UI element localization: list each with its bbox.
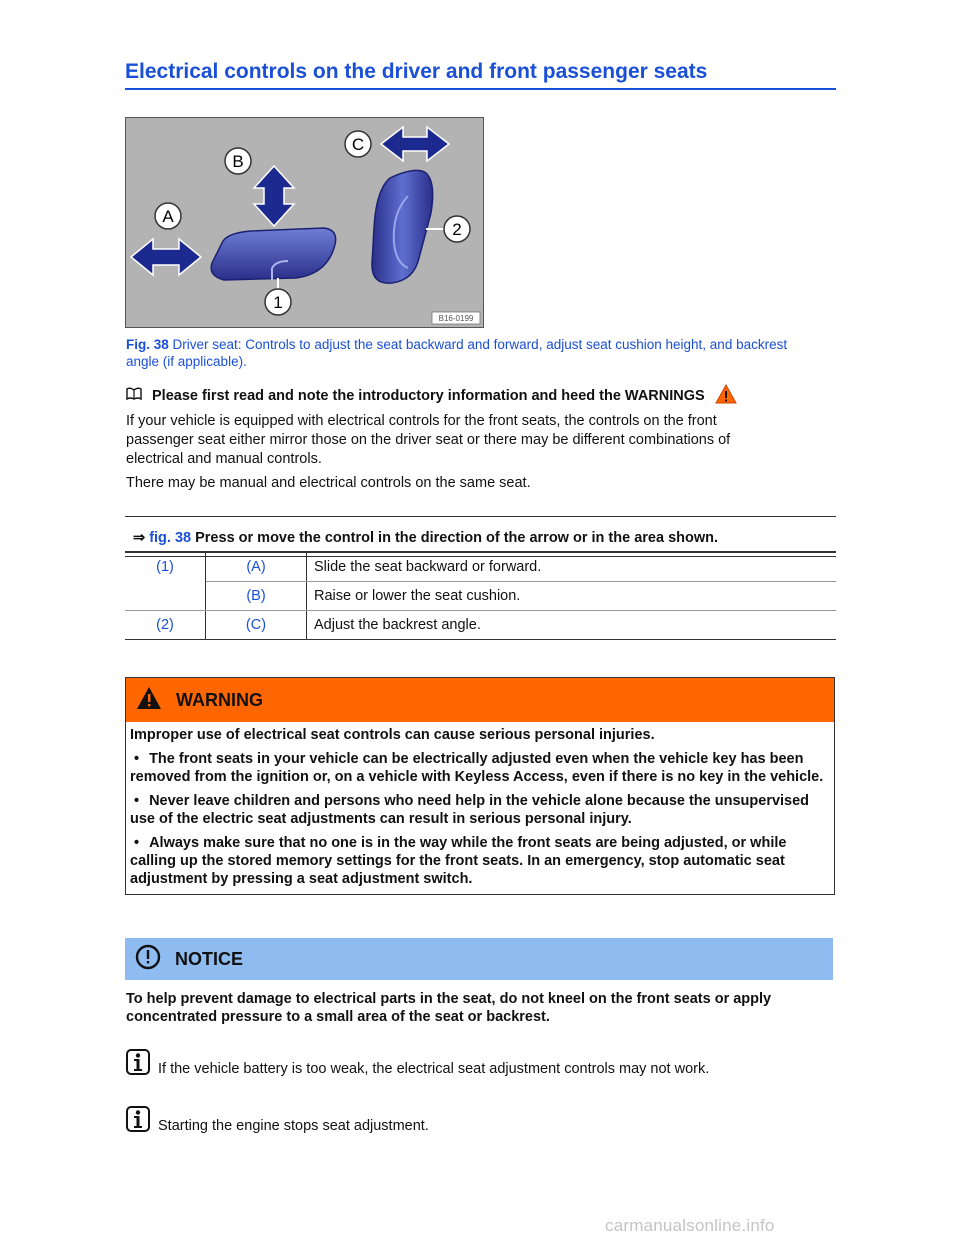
arrow-c-icon <box>381 127 449 161</box>
caption-text: Driver seat: Controls to adjust the seat backward and forward, adjust seat cushion height, and backrest angle (if applicable). <box>126 337 788 369</box>
paragraph-controls: If your vehicle is equipped with electrical controls for the front seats, the controls on the front passenger seat either mirror those on the driver seat or there may be different combinations of electrical and manual controls. <box>126 413 731 467</box>
bullet: • <box>134 751 140 767</box>
table-row <box>125 553 836 582</box>
control-cell: (2) <box>125 611 206 640</box>
notice-label: NOTICE <box>175 948 244 969</box>
warning-item-text: Never leave children and persons who need help in the vehicle alone because the unsupervised use of the electric seat adjustments can result in serious personal injury. <box>130 793 810 827</box>
callout-a-label: A <box>162 207 174 226</box>
direction-cell: (A) <box>206 553 307 582</box>
warning-triangle-icon <box>715 384 737 408</box>
warning-item <box>130 834 828 888</box>
table-rule-top <box>125 516 836 517</box>
table-title <box>133 530 718 546</box>
callout-c-label: C <box>351 135 365 154</box>
watermark: carmanualsonline.info <box>605 1216 775 1235</box>
notice-header <box>125 938 833 980</box>
note-text: Starting the engine stops seat adjustment. <box>158 1118 429 1134</box>
controls-table <box>125 553 836 640</box>
warning-box <box>125 677 835 895</box>
note-text: If the vehicle battery is too weak, the electrical seat adjustment controls may not work. <box>158 1061 710 1077</box>
warning-header <box>126 678 834 722</box>
callout-b <box>225 148 251 174</box>
callout-1 <box>265 289 291 315</box>
fig-reference-link[interactable]: fig. 38 <box>149 530 192 546</box>
figure-seat-controls <box>125 117 484 328</box>
warning-item-text: The front seats in your vehicle can be electrically adjusted even when the vehicle key has been removed from the ignition or, on a vehicle with Keyless Access, even if there is no key in the vehicle. <box>130 751 824 785</box>
description-cell: Adjust the backrest angle. <box>307 611 837 640</box>
notice-icon <box>135 944 161 975</box>
bullet: • <box>134 793 140 809</box>
table-row <box>125 611 836 640</box>
description-cell: Slide the seat backward or forward. <box>307 553 837 582</box>
intro-text: Please first read and note the introductory information and heed the WARNINGS <box>152 388 705 404</box>
info-icon <box>126 1049 150 1079</box>
warning-lead: Improper use of electrical seat controls can cause serious personal injuries. <box>130 727 655 743</box>
table-row <box>125 582 836 611</box>
bullet: • <box>134 835 140 851</box>
notice-text: To help prevent damage to electrical parts in the seat, do not kneel on the front seats or apply concentrated pressure to a small area of the seat or backrest. <box>126 991 772 1025</box>
caption-label: Fig. 38 <box>126 337 169 352</box>
figure-code: B16-0199 <box>438 314 474 323</box>
callout-b-label: B <box>232 152 244 171</box>
ref-arrow: ⇒ <box>133 530 146 546</box>
warning-body <box>126 722 834 894</box>
book-icon <box>126 387 142 405</box>
note-engine <box>126 1106 429 1136</box>
paragraph-manual: There may be manual and electrical controls on the same seat. <box>126 475 531 491</box>
callout-a <box>155 203 181 229</box>
table-heading: Press or move the control in the direction of the arrow or in the area shown. <box>191 530 719 546</box>
direction-cell: (B) <box>206 582 307 611</box>
page-title: Electrical controls on the driver and front passenger seats <box>125 60 836 90</box>
arrow-a-icon <box>131 239 201 275</box>
direction-cell: (C) <box>206 611 307 640</box>
warning-item <box>130 750 828 786</box>
warning-icon <box>136 686 162 715</box>
callout-1-label: 1 <box>273 293 283 312</box>
arrow-b-icon <box>254 166 294 226</box>
note-battery <box>126 1049 709 1079</box>
intro-line <box>126 384 826 408</box>
callout-2-label: 2 <box>452 220 462 239</box>
control-cell: (1) <box>125 553 206 611</box>
warning-label: WARNING <box>176 689 263 710</box>
callout-c <box>345 131 371 157</box>
warning-item-text: Always make sure that no one is in the way while the front seats are being adjusted, or while calling up the stored memory settings for the front seats. In an emergency, stop automatic seat adjustment by pressing a seat adjustment switch. <box>130 835 787 887</box>
warning-item <box>130 792 828 828</box>
figure-caption <box>126 336 806 370</box>
callout-2 <box>444 216 470 242</box>
info-icon <box>126 1106 150 1136</box>
description-cell: Raise or lower the seat cushion. <box>307 582 837 611</box>
